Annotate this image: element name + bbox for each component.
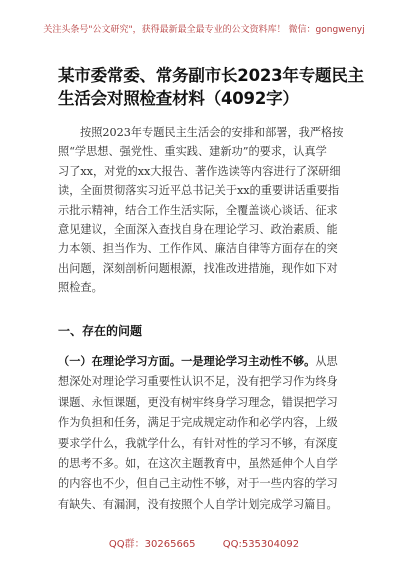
title-line-2: 生活会对照检查材料（4092字） — [58, 89, 299, 108]
body-first-line — [58, 352, 358, 372]
section-heading: 一、存在的问题 — [58, 324, 143, 338]
footer-qq-group: QQ群：30265665 — [108, 539, 196, 550]
intro-line: 出问题，深刻剖析问题根源，找准改进措施，现作如下对 — [58, 261, 338, 275]
footer-contact — [0, 535, 408, 550]
intro-line: 示批示精神，结合工作生活实际，全覆盖谈心谈话、征求 — [58, 203, 338, 217]
body-line: 作为负担和任务，满足于完成规定动作和必学内容，上级 — [58, 416, 338, 430]
body-lead-rest: 从思 — [315, 355, 338, 368]
intro-line: 读，全面贯彻落实习近平总书记关于xx的重要讲话重要指 — [58, 184, 340, 198]
intro-line: 照“学思想、强党性、重实践、建新功”的要求，认真学 — [58, 145, 327, 159]
intro-line: 意见建议，全面深入查找自身在理论学习、政治素质、能 — [58, 223, 338, 237]
body-line: 的内容也不少，但自己主动性不够，对于一些内容的学习 — [58, 477, 338, 491]
title-line-1: 某市委常委、常务副市长2023年专题民主 — [58, 66, 364, 85]
document-title — [58, 64, 364, 110]
intro-line: 力本领、担当作为、工作作风、廉洁自律等方面存在的突 — [58, 242, 338, 256]
intro-paragraph — [58, 123, 358, 298]
body-line: 有缺失、有漏洞，没有按照个人自学计划完成学习篇目。 — [58, 497, 338, 511]
body-paragraph — [58, 352, 358, 515]
body-line: 想深处对理论学习重要性认识不足，没有把学习作为终身 — [58, 375, 338, 389]
body-line: 课题、永恒课题，更没有树牢终身学习理念，错误把学习 — [58, 395, 338, 409]
subsection-heading: （一）在理论学习方面。一是理论学习主动性不够。 — [58, 355, 316, 368]
intro-line: 按照2023年专题民主生活会的安排和部署，我严格按 — [80, 126, 344, 139]
body-line: 要求学什么，我就学什么，有针对性的学习不够，有深度 — [58, 436, 338, 450]
intro-line: 习了xx，对党的xx大报告、著作选读等内容进行了深研细 — [58, 164, 341, 178]
footer-qq: QQ:535304092 — [222, 539, 300, 550]
intro-line: 照检查。 — [58, 281, 103, 295]
body-line: 的思考不多。如，在这次主题教育中，虽然延伸个人自学 — [58, 457, 338, 471]
header-promo-text: 关注头条号"公文研究"，获得最新最全最专业的公文资料库！ 微信：gongwenyj — [43, 25, 365, 35]
